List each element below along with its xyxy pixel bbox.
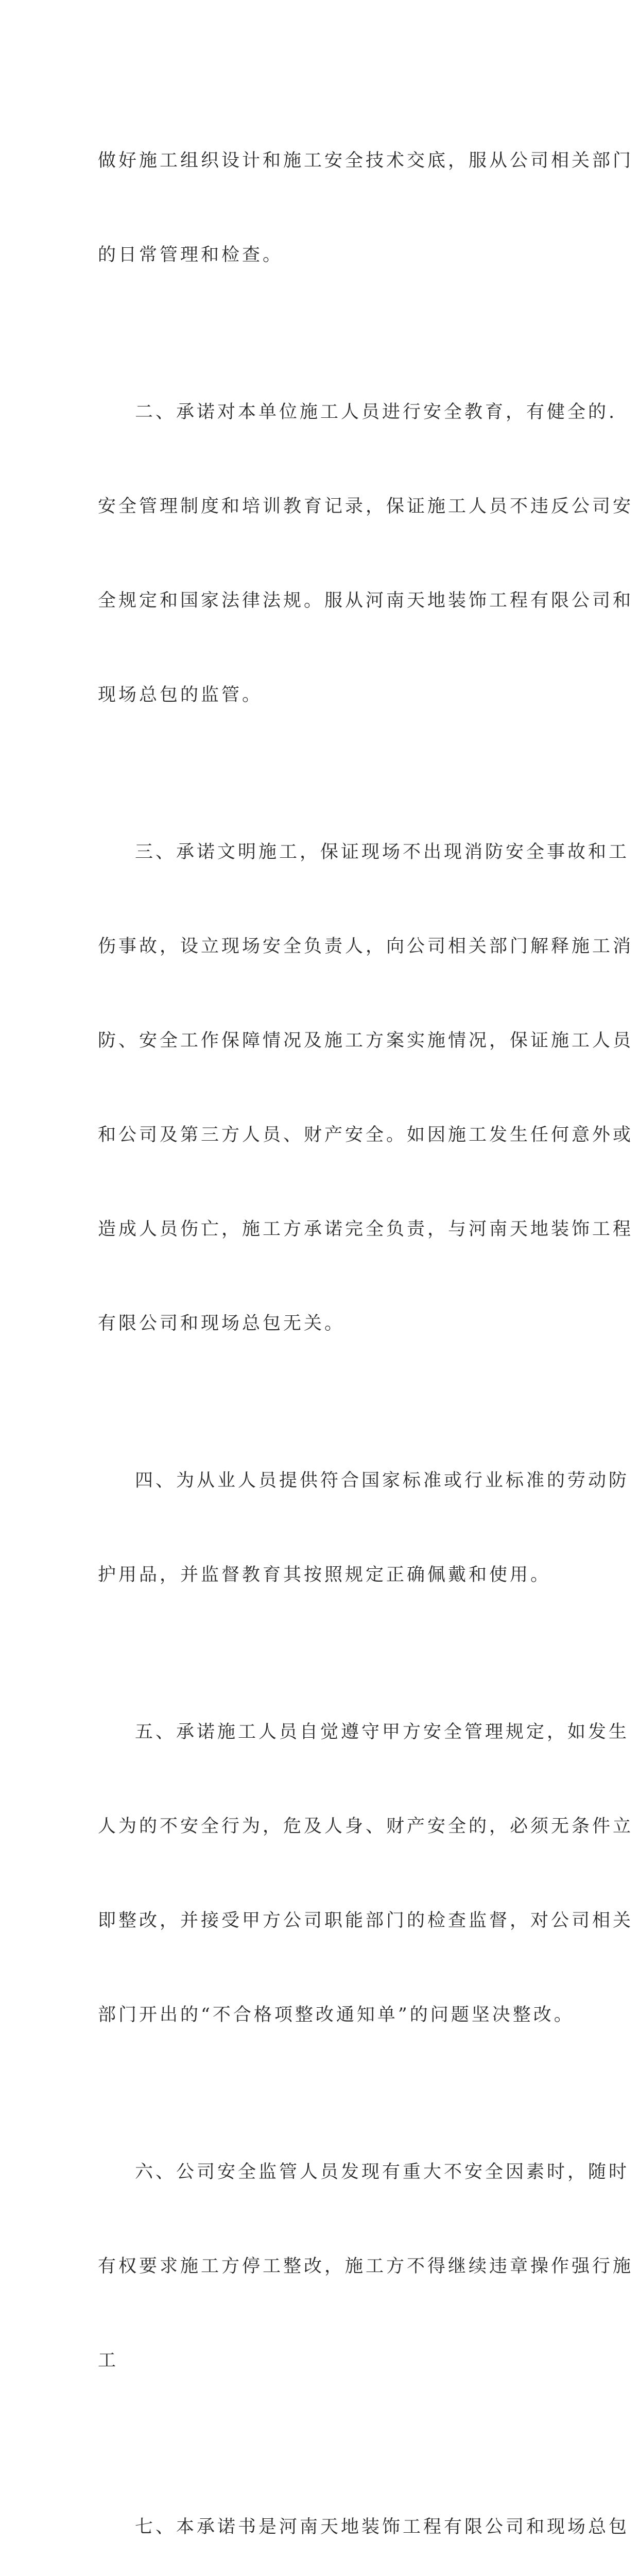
text-line: 六、公司安全监管人员发现有重大不安全因素时，随时 [135, 2162, 630, 2182]
text-line: 三、承诺文明施工，保证现场不出现消防安全事故和工 [135, 842, 630, 862]
text-line: 有限公司和现场总包无关。 [98, 1313, 346, 1334]
paragraph-clause-5 [98, 1654, 634, 2094]
paragraph-clause-6 [98, 2094, 634, 2439]
paragraph-clause-7 [98, 2449, 630, 2576]
text-line: 现场总包的监管。 [98, 685, 263, 705]
text-line: 即整改，并接受甲方公司职能部门的检查监督，对公司相关 [98, 1910, 634, 1931]
text-line: 做好施工组织设计和施工安全技术交底，服从公司相关部门 [98, 150, 634, 171]
paragraph-clause-4 [98, 1402, 630, 1654]
text-line: 护用品，并监督教育其按照规定正确佩戴和使用。 [98, 1565, 551, 1585]
text-line: 四、为从业人员提供符合国家标准或行业标准的劳动防 [135, 1470, 630, 1491]
paragraph-clause-3 [98, 774, 634, 1402]
text-line: 五、承诺施工人员自觉遵守甲方安全管理规定，如发生 [135, 1722, 630, 1742]
text-line: 工 [98, 2350, 119, 2371]
text-line: 部门开出的“不合格项整改通知单”的问题坚决整改。 [98, 2005, 575, 2025]
paragraph-clause-2 [98, 334, 634, 774]
text-line: 七、本承诺书是河南天地装饰工程有限公司和现场总包 [135, 2517, 630, 2537]
text-line: 有权要求施工方停工整改，施工方不得继续违章操作强行施 [98, 2256, 634, 2277]
text-line: 防、安全工作保障情况及施工方案实施情况，保证施工人员 [98, 1030, 634, 1051]
text-line: 人为的不安全行为，危及人身、财产安全的，必须无条件立 [98, 1816, 634, 1837]
text-line: 全规定和国家法律法规。服从河南天地装饰工程有限公司和 [98, 590, 634, 611]
text-line: 伤事故，设立现场安全负责人，向公司相关部门解释施工消 [98, 936, 634, 957]
text-line: 和公司及第三方人员、财产安全。如因施工发生任何意外或 [98, 1125, 634, 1145]
text-line: 安全管理制度和培训教育记录，保证施工人员不违反公司安 [98, 496, 634, 517]
document-body [98, 82, 634, 2576]
text-line: 二、承诺对本单位施工人员进行安全教育，有健全的. [135, 402, 617, 422]
paragraph-continuation [98, 82, 634, 334]
text-line: 造成人员伤亡，施工方承诺完全负责，与河南天地装饰工程 [98, 1219, 634, 1240]
text-line: 的日常管理和检查。 [98, 245, 284, 265]
